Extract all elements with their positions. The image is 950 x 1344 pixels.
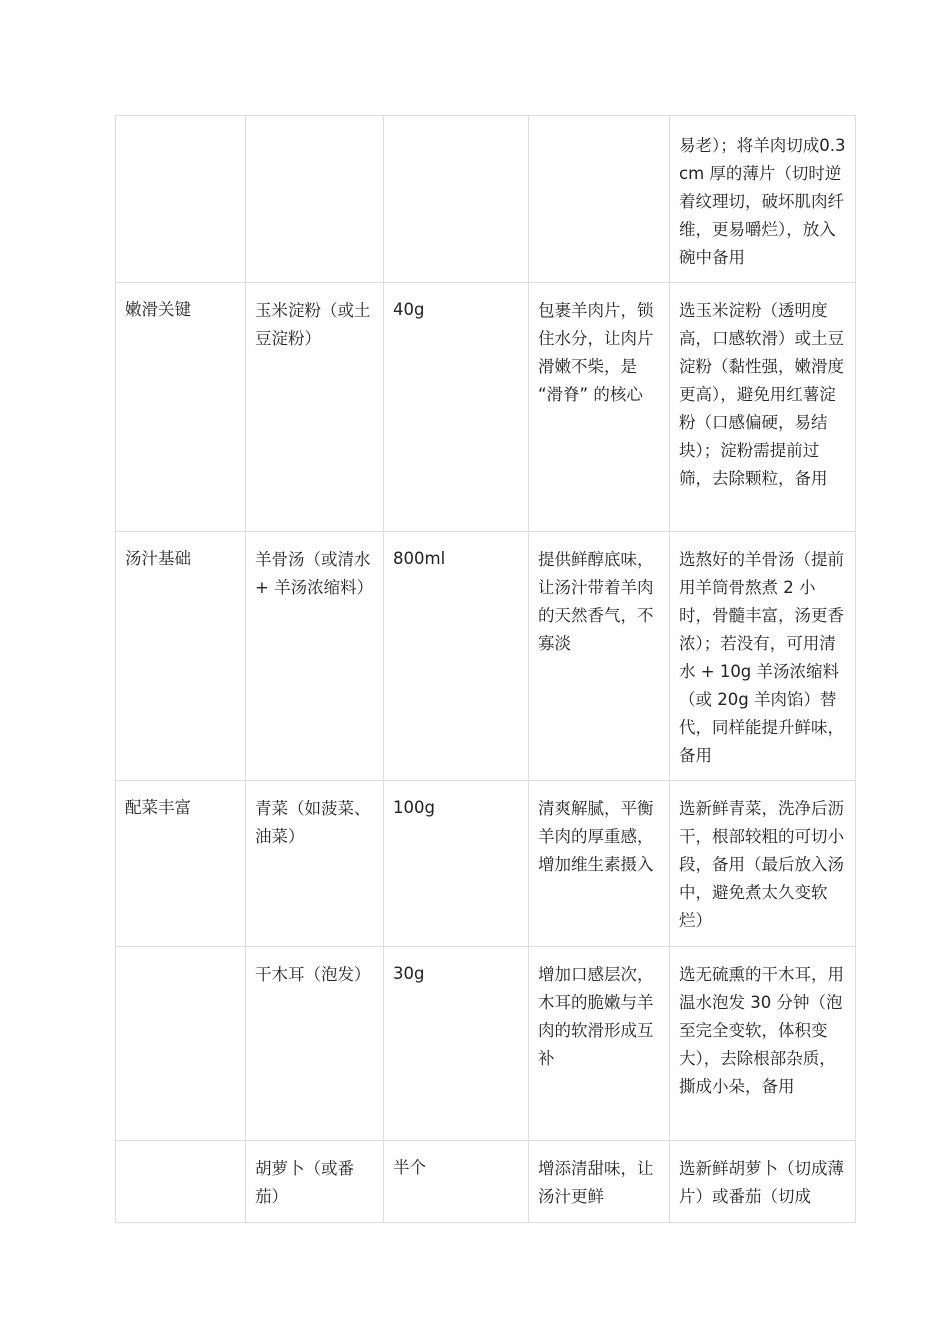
table-row bbox=[116, 116, 856, 283]
amount-cell: 40g bbox=[384, 283, 529, 532]
table-row bbox=[116, 781, 856, 947]
ingredient-cell: 玉米淀粉（或土豆淀粉） bbox=[246, 283, 384, 532]
amount-cell: 100g bbox=[384, 781, 529, 947]
ingredient-cell: 干木耳（泡发） bbox=[246, 947, 384, 1141]
purpose-cell bbox=[529, 116, 670, 283]
ingredient-cell bbox=[246, 116, 384, 283]
category-cell: 汤汁基础 bbox=[116, 532, 246, 781]
purpose-cell: 包裹羊肉片，锁住水分，让肉片滑嫩不柴，是 “滑脊” 的核心 bbox=[529, 283, 670, 532]
ingredient-cell: 羊骨汤（或清水 + 羊汤浓缩料） bbox=[246, 532, 384, 781]
ingredient-table bbox=[115, 115, 856, 1223]
category-cell: 配菜丰富 bbox=[116, 781, 246, 947]
notes-cell: 选熬好的羊骨汤（提前用羊筒骨熬煮 2 小时，骨髓丰富，汤更香浓）；若没有，可用清水 + 10g 羊汤浓缩料（或 20g 羊肉馅）替代，同样能提升鲜味，备用 bbox=[670, 532, 856, 781]
category-cell: 嫩滑关键 bbox=[116, 283, 246, 532]
notes-cell: 选新鲜胡萝卜（切成薄片）或番茄（切成 bbox=[670, 1141, 856, 1223]
purpose-cell: 提供鲜醇底味，让汤汁带着羊肉的天然香气，不寡淡 bbox=[529, 532, 670, 781]
purpose-cell: 增添清甜味，让汤汁更鲜 bbox=[529, 1141, 670, 1223]
purpose-cell: 清爽解腻，平衡羊肉的厚重感，增加维生素摄入 bbox=[529, 781, 670, 947]
category-cell bbox=[116, 1141, 246, 1223]
notes-cell: 选玉米淀粉（透明度高，口感软滑）或土豆淀粉（黏性强，嫩滑度更高），避免用红薯淀粉（口感偏硬，易结块）；淀粉需提前过筛，去除颗粒，备用 bbox=[670, 283, 856, 532]
category-cell bbox=[116, 116, 246, 283]
amount-cell: 800ml bbox=[384, 532, 529, 781]
table-row bbox=[116, 283, 856, 532]
ingredient-cell: 胡萝卜（或番茄） bbox=[246, 1141, 384, 1223]
amount-cell: 半个 bbox=[384, 1141, 529, 1223]
purpose-cell: 增加口感层次，木耳的脆嫩与羊肉的软滑形成互补 bbox=[529, 947, 670, 1141]
notes-cell: 选无硫熏的干木耳，用温水泡发 30 分钟（泡至完全变软，体积变大），去除根部杂质，撕成小朵，备用 bbox=[670, 947, 856, 1141]
amount-cell bbox=[384, 116, 529, 283]
amount-cell: 30g bbox=[384, 947, 529, 1141]
category-cell bbox=[116, 947, 246, 1141]
ingredient-cell: 青菜（如菠菜、油菜） bbox=[246, 781, 384, 947]
notes-cell: 选新鲜青菜，洗净后沥干，根部较粗的可切小段，备用（最后放入汤中，避免煮太久变软烂） bbox=[670, 781, 856, 947]
table-row bbox=[116, 1141, 856, 1223]
notes-cell: 易老）；将羊肉切成0.3cm 厚的薄片（切时逆着纹理切，破坏肌肉纤维，更易嚼烂），放入碗中备用 bbox=[670, 116, 856, 283]
table-row bbox=[116, 532, 856, 781]
table-row bbox=[116, 947, 856, 1141]
